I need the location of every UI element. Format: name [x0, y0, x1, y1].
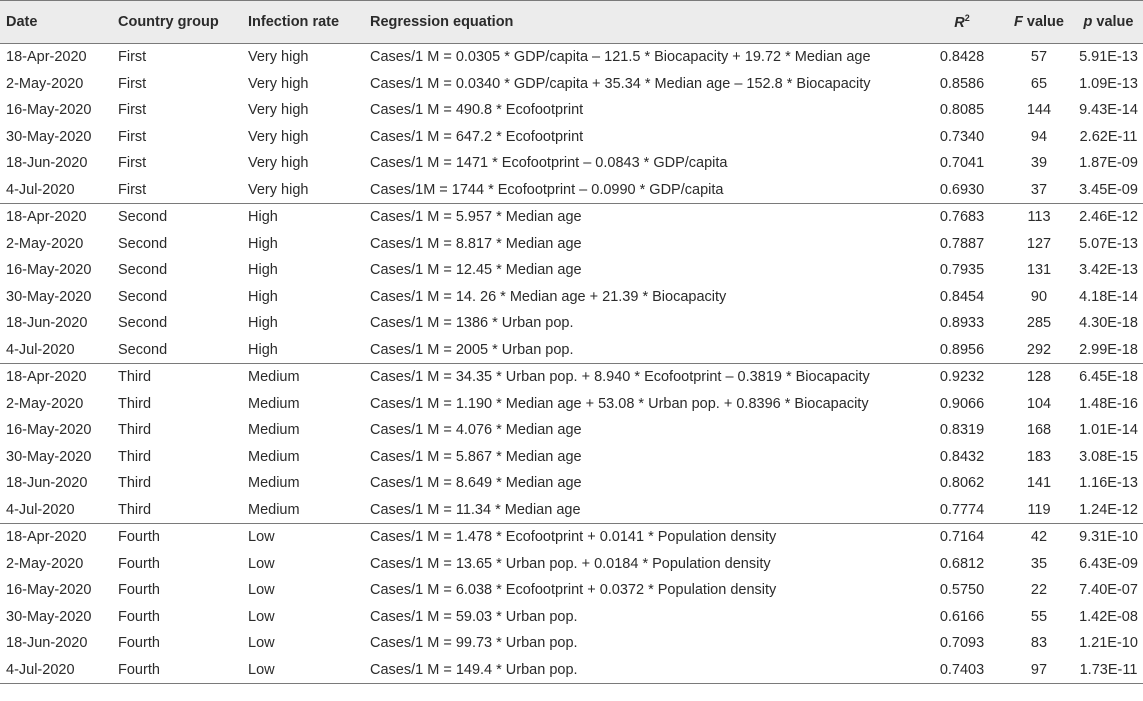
cell-regression-equation: Cases/1 M = 1.478 * Ecofootprint + 0.0141 * Population density — [364, 524, 920, 551]
cell-infection-rate: Low — [242, 657, 364, 684]
cell-date: 4-Jul-2020 — [0, 657, 112, 684]
cell-regression-equation: Cases/1 M = 647.2 * Ecofootprint — [370, 128, 584, 145]
cell-r-squared: 0.8432 — [939, 448, 985, 465]
cell-r-squared: 0.7340 — [939, 128, 985, 145]
cell-regression-equation: Cases/1 M = 149.4 * Urban pop. — [364, 657, 920, 684]
table-row — [0, 604, 1143, 631]
cell-regression-equation: Cases/1 M = 13.65 * Urban pop. + 0.0184 * Population density — [370, 555, 771, 572]
cell-date: 16-May-2020 — [6, 582, 92, 599]
cell-infection-rate: High — [242, 204, 364, 231]
table-row — [0, 337, 1143, 364]
table-row — [0, 204, 1143, 231]
cell-r-squared: 0.7683 — [920, 204, 1004, 231]
cell-p-value: 1.73E-11 — [1074, 657, 1143, 684]
cell-p-value: 1.42E-08 — [1079, 608, 1138, 625]
cell-p-value: 7.40E-07 — [1079, 582, 1138, 599]
cell-regression-equation: Cases/1 M = 490.8 * Ecofootprint — [370, 102, 584, 119]
header-infection-rate: Infection rate — [242, 1, 364, 44]
cell-infection-rate: Medium — [242, 364, 364, 391]
cell-r-squared: 0.6812 — [939, 555, 985, 572]
cell-date: 18-Apr-2020 — [0, 524, 112, 551]
cell-f-value: 292 — [1026, 341, 1052, 358]
cell-r-squared: 0.8085 — [939, 102, 985, 119]
table-row — [0, 444, 1143, 471]
table-row — [0, 657, 1143, 684]
cell-infection-rate: High — [248, 341, 278, 358]
cell-regression-equation: Cases/1 M = 8.649 * Median age — [370, 475, 582, 492]
cell-date: 16-May-2020 — [6, 262, 92, 279]
cell-f-value: 285 — [1026, 315, 1052, 332]
cell-f-value: 119 — [1027, 501, 1051, 518]
cell-r-squared: 0.6166 — [939, 608, 985, 625]
cell-country-group: Fourth — [118, 555, 160, 572]
cell-regression-equation: Cases/1 M = 8.817 * Median age — [370, 235, 582, 252]
header-r-symbol: R — [954, 15, 965, 31]
table-row — [0, 417, 1143, 444]
cell-date: 16-May-2020 — [6, 422, 92, 439]
cell-r-squared: 0.7041 — [939, 155, 985, 172]
cell-country-group: Fourth — [118, 635, 160, 652]
cell-p-value: 3.42E-13 — [1079, 262, 1138, 279]
table-row — [0, 124, 1143, 151]
header-country-group: Country group — [112, 1, 242, 44]
cell-date: 4-Jul-2020 — [6, 341, 75, 358]
cell-f-value: 83 — [1030, 635, 1048, 652]
cell-p-value: 2.46E-12 — [1074, 204, 1143, 231]
cell-infection-rate: Very high — [248, 75, 309, 92]
cell-r-squared: 0.7164 — [920, 524, 1004, 551]
cell-regression-equation: Cases/1 M = 14. 26 * Median age + 21.39 * Biocapacity — [370, 288, 727, 305]
cell-r-squared: 0.7887 — [939, 235, 985, 252]
header-r-squared — [920, 1, 1004, 44]
cell-country-group: First — [118, 181, 147, 198]
cell-f-value: 42 — [1004, 524, 1074, 551]
cell-infection-rate: Very high — [248, 155, 309, 172]
cell-country-group: Second — [118, 315, 168, 332]
cell-regression-equation: Cases/1 M = 0.0305 * GDP/capita – 121.5 * Biocapacity + 19.72 * Median age — [370, 49, 871, 66]
cell-infection-rate: Low — [242, 524, 364, 551]
cell-country-group: First — [118, 49, 147, 66]
cell-country-group: Fourth — [112, 657, 242, 684]
cell-date: 18-Jun-2020 — [6, 155, 88, 172]
table-row — [0, 257, 1143, 284]
cell-p-value: 1.16E-13 — [1079, 475, 1138, 492]
cell-country-group: Fourth — [118, 582, 160, 599]
header-regression-equation: Regression equation — [364, 1, 920, 44]
header-p-label: value — [1092, 14, 1134, 30]
cell-country-group: Third — [118, 448, 152, 465]
cell-regression-equation: Cases/1 M = 6.038 * Ecofootprint + 0.0372 * Population density — [370, 582, 777, 599]
table-row — [0, 177, 1143, 204]
cell-date: 18-Jun-2020 — [6, 315, 88, 332]
cell-infection-rate: High — [248, 288, 278, 305]
cell-country-group: First — [118, 155, 147, 172]
cell-infection-rate: Medium — [248, 448, 300, 465]
cell-infection-rate: High — [248, 262, 278, 279]
cell-regression-equation: Cases/1 M = 1.190 * Median age + 53.08 * Urban pop. + 0.8396 * Biocapacity — [370, 395, 869, 412]
cell-country-group: Second — [118, 262, 168, 279]
cell-country-group: Third — [112, 364, 242, 391]
cell-p-value: 5.91E-13 — [1079, 49, 1138, 66]
cell-r-squared: 0.9066 — [939, 395, 985, 412]
cell-f-value: 39 — [1030, 155, 1048, 172]
cell-date: 18-Jun-2020 — [6, 635, 88, 652]
cell-regression-equation: Cases/1 M = 0.0340 * GDP/capita + 35.34 * Median age – 152.8 * Biocapacity — [370, 75, 871, 92]
cell-r-squared: 0.8319 — [939, 422, 985, 439]
cell-infection-rate: High — [248, 235, 278, 252]
cell-f-value: 35 — [1030, 555, 1048, 572]
cell-regression-equation: Cases/1 M = 1386 * Urban pop. — [370, 315, 574, 332]
table-row — [0, 71, 1143, 98]
cell-f-value: 104 — [1026, 395, 1052, 412]
cell-date: 4-Jul-2020 — [6, 181, 75, 198]
cell-regression-equation: Cases/1 M = 5.867 * Median age — [370, 448, 582, 465]
cell-p-value: 1.24E-12 — [1079, 501, 1138, 518]
header-row — [0, 1, 1143, 44]
cell-infection-rate: Medium — [248, 501, 300, 518]
cell-f-value: 55 — [1030, 608, 1048, 625]
cell-regression-equation: Cases/1 M = 4.076 * Median age — [370, 422, 582, 439]
cell-p-value: 4.18E-14 — [1079, 288, 1138, 305]
cell-f-value: 183 — [1026, 448, 1052, 465]
table-header — [0, 1, 1143, 44]
cell-f-value: 37 — [1030, 181, 1048, 198]
cell-regression-equation: Cases/1 M = 34.35 * Urban pop. + 8.940 * Ecofootprint – 0.3819 * Biocapacity — [364, 364, 920, 391]
cell-infection-rate: Medium — [248, 422, 300, 439]
cell-p-value: 9.31E-10 — [1074, 524, 1143, 551]
table-row — [0, 391, 1143, 418]
cell-f-value: 127 — [1026, 235, 1052, 252]
table-row — [0, 551, 1143, 578]
cell-r-squared: 0.8062 — [939, 475, 985, 492]
cell-r-squared: 0.5750 — [939, 582, 985, 599]
table-row — [0, 497, 1143, 524]
cell-r-squared: 0.8428 — [939, 49, 985, 66]
table-row — [0, 44, 1143, 71]
header-p-symbol: p — [1083, 14, 1093, 30]
cell-p-value: 6.43E-09 — [1079, 555, 1138, 572]
cell-date: 30-May-2020 — [6, 128, 92, 145]
cell-r-squared: 0.8956 — [939, 341, 985, 358]
cell-regression-equation: Cases/1 M = 5.957 * Median age — [364, 204, 920, 231]
cell-p-value: 1.01E-14 — [1079, 422, 1138, 439]
cell-date: 2-May-2020 — [6, 555, 84, 572]
cell-country-group: Fourth — [112, 524, 242, 551]
cell-date: 2-May-2020 — [6, 235, 84, 252]
cell-f-value: 113 — [1004, 204, 1074, 231]
cell-country-group: Third — [118, 501, 152, 518]
cell-p-value: 2.62E-11 — [1079, 128, 1138, 145]
cell-p-value: 3.08E-15 — [1079, 448, 1138, 465]
cell-regression-equation: Cases/1 M = 12.45 * Median age — [370, 262, 582, 279]
cell-country-group: First — [118, 128, 147, 145]
table-body — [0, 44, 1143, 684]
cell-f-value: 65 — [1030, 75, 1048, 92]
table-row — [0, 630, 1143, 657]
cell-infection-rate: Low — [248, 635, 275, 652]
cell-f-value: 128 — [1004, 364, 1074, 391]
cell-date: 2-May-2020 — [6, 75, 84, 92]
cell-country-group: Second — [112, 204, 242, 231]
cell-f-value: 57 — [1030, 49, 1048, 66]
cell-infection-rate: Medium — [248, 475, 300, 492]
cell-date: 18-Jun-2020 — [6, 475, 88, 492]
table-row — [0, 231, 1143, 258]
header-f-label: value — [1022, 14, 1064, 30]
cell-f-value: 131 — [1026, 262, 1052, 279]
cell-infection-rate: Very high — [248, 128, 309, 145]
cell-infection-rate: Medium — [248, 395, 300, 412]
header-date: Date — [0, 1, 112, 44]
table-row — [0, 310, 1143, 337]
table-row — [0, 577, 1143, 604]
cell-regression-equation: Cases/1 M = 1471 * Ecofootprint – 0.0843 * GDP/capita — [370, 155, 728, 172]
cell-date: 16-May-2020 — [6, 102, 92, 119]
cell-p-value: 5.07E-13 — [1079, 235, 1138, 252]
cell-r-squared: 0.7935 — [939, 262, 985, 279]
cell-r-squared: 0.9232 — [920, 364, 1004, 391]
cell-regression-equation: Cases/1M = 1744 * Ecofootprint – 0.0990 * GDP/capita — [370, 181, 724, 198]
cell-date: 2-May-2020 — [6, 395, 84, 412]
cell-regression-equation: Cases/1 M = 59.03 * Urban pop. — [370, 608, 578, 625]
cell-country-group: First — [118, 102, 147, 119]
cell-country-group: First — [118, 75, 147, 92]
cell-date: 30-May-2020 — [6, 448, 92, 465]
cell-date: 18-Apr-2020 — [6, 49, 87, 66]
cell-p-value: 3.45E-09 — [1079, 181, 1138, 198]
header-p-value — [1074, 1, 1143, 44]
cell-infection-rate: Very high — [248, 181, 309, 198]
cell-infection-rate: Very high — [248, 49, 309, 66]
cell-country-group: Second — [118, 235, 168, 252]
table-row — [0, 524, 1143, 551]
cell-country-group: Third — [118, 475, 152, 492]
cell-country-group: Third — [118, 395, 152, 412]
cell-p-value: 9.43E-14 — [1079, 102, 1138, 119]
cell-p-value: 4.30E-18 — [1079, 315, 1138, 332]
cell-infection-rate: High — [248, 315, 278, 332]
cell-p-value: 1.48E-16 — [1079, 395, 1138, 412]
cell-country-group: Second — [118, 341, 168, 358]
table-row — [0, 284, 1143, 311]
cell-date: 30-May-2020 — [6, 288, 92, 305]
cell-p-value: 2.99E-18 — [1079, 341, 1138, 358]
cell-date: 18-Apr-2020 — [0, 204, 112, 231]
cell-regression-equation: Cases/1 M = 2005 * Urban pop. — [370, 341, 574, 358]
cell-regression-equation: Cases/1 M = 11.34 * Median age — [370, 501, 581, 518]
cell-date: 4-Jul-2020 — [6, 501, 75, 518]
cell-p-value: 1.87E-09 — [1079, 155, 1138, 172]
cell-infection-rate: Low — [248, 608, 275, 625]
cell-date: 18-Apr-2020 — [0, 364, 112, 391]
cell-r-squared: 0.8933 — [939, 315, 985, 332]
cell-r-squared: 0.6930 — [939, 181, 985, 198]
cell-f-value: 168 — [1026, 422, 1052, 439]
header-f-value — [1004, 1, 1074, 44]
cell-country-group: Fourth — [118, 608, 160, 625]
cell-regression-equation: Cases/1 M = 99.73 * Urban pop. — [370, 635, 578, 652]
cell-p-value: 6.45E-18 — [1074, 364, 1143, 391]
table-row — [0, 97, 1143, 124]
cell-f-value: 141 — [1026, 475, 1052, 492]
cell-f-value: 144 — [1026, 102, 1052, 119]
header-f-symbol: F — [1014, 14, 1023, 30]
cell-p-value: 1.09E-13 — [1079, 75, 1138, 92]
header-r-exponent: 2 — [964, 13, 970, 23]
table-row — [0, 150, 1143, 177]
cell-f-value: 94 — [1030, 128, 1048, 145]
cell-r-squared: 0.7403 — [920, 657, 1004, 684]
cell-p-value: 1.21E-10 — [1079, 635, 1138, 652]
cell-infection-rate: Low — [248, 555, 275, 572]
cell-f-value: 90 — [1030, 288, 1048, 305]
cell-r-squared: 0.7774 — [939, 501, 985, 518]
cell-country-group: Third — [118, 422, 152, 439]
cell-country-group: Second — [118, 288, 168, 305]
table-row — [0, 470, 1143, 497]
cell-r-squared: 0.8586 — [939, 75, 985, 92]
cell-date: 30-May-2020 — [6, 608, 92, 625]
cell-f-value: 97 — [1004, 657, 1074, 684]
cell-r-squared: 0.8454 — [939, 288, 985, 305]
table-row — [0, 364, 1143, 391]
cell-f-value: 22 — [1030, 582, 1048, 599]
cell-infection-rate: Low — [248, 582, 275, 599]
cell-infection-rate: Very high — [248, 102, 309, 119]
cell-r-squared: 0.7093 — [939, 635, 985, 652]
